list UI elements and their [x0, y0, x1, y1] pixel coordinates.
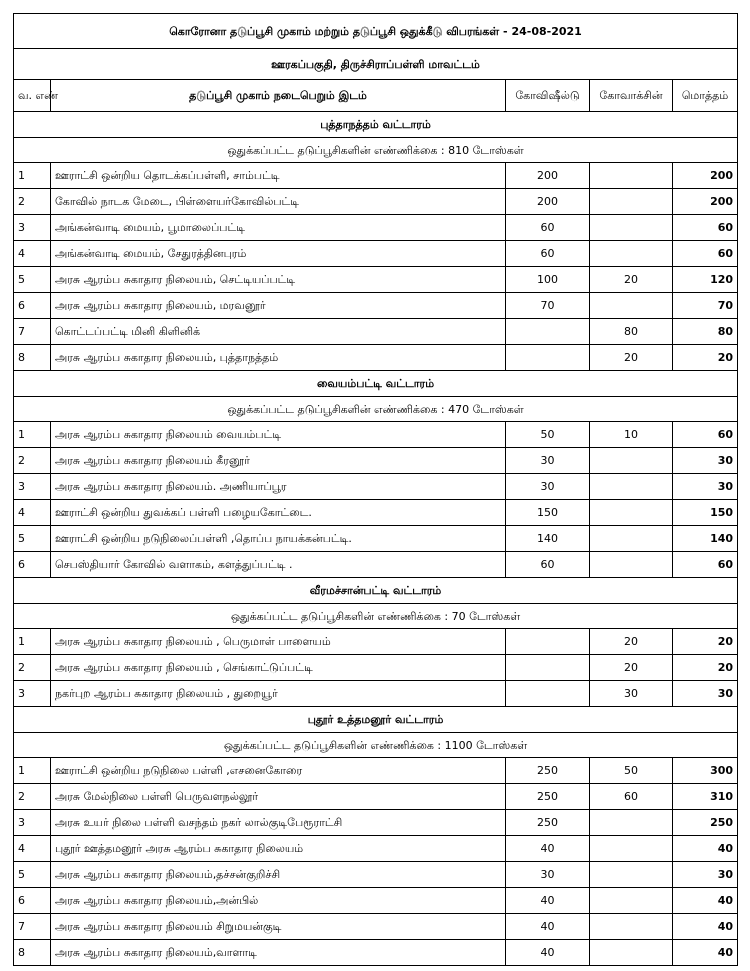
row-covaxin: 20 — [590, 345, 673, 371]
row-covishield: 250 — [506, 784, 590, 810]
row-total: 60 — [673, 215, 738, 241]
row-sno: 3 — [14, 215, 51, 241]
row-covaxin — [590, 836, 673, 862]
table-row — [14, 215, 738, 241]
row-covishield: 200 — [506, 189, 590, 215]
row-sno: 1 — [14, 422, 51, 448]
row-covishield: 30 — [506, 474, 590, 500]
table-row — [14, 267, 738, 293]
row-sno: 2 — [14, 189, 51, 215]
row-covishield: 50 — [506, 422, 590, 448]
row-covishield: 30 — [506, 862, 590, 888]
table-row — [14, 422, 738, 448]
row-place: அரசு ஆரம்ப சுகாதார நிலையம் கீரனூர் — [51, 448, 506, 474]
row-total: 200 — [673, 189, 738, 215]
row-covishield: 70 — [506, 293, 590, 319]
table-row — [14, 500, 738, 526]
row-covaxin — [590, 940, 673, 966]
allocation-text: ஒதுக்கப்பட்ட தடுப்பூசிகளின் எண்ணிக்கை : 470 டோஸ்கள் — [14, 397, 738, 422]
row-place: அரசு ஆரம்ப சுகாதார நிலையம். அணியாப்பூர — [51, 474, 506, 500]
row-sno: 2 — [14, 784, 51, 810]
row-place: கோவில் நாடக மேடை, பிள்ளையர்கோவில்பட்டி — [51, 189, 506, 215]
row-sno: 4 — [14, 836, 51, 862]
allocation-text: ஒதுக்கப்பட்ட தடுப்பூசிகளின் எண்ணிக்கை : 810 டோஸ்கள் — [14, 138, 738, 163]
row-covaxin: 10 — [590, 422, 673, 448]
row-total: 120 — [673, 267, 738, 293]
row-place: அரசு ஆரம்ப சுகாதார நிலையம், புத்தாநத்தம் — [51, 345, 506, 371]
row-covishield: 60 — [506, 215, 590, 241]
row-place: அரசு ஆரம்ப சுகாதார நிலையம் வையம்பட்டி — [51, 422, 506, 448]
row-covaxin — [590, 552, 673, 578]
row-place: ஊராட்சி ஒன்றிய தொடக்கப்பள்ளி, சாம்பட்டி — [51, 163, 506, 189]
row-place: அங்கன்வாடி மையம், பூமாலைப்பட்டி — [51, 215, 506, 241]
block-name: வையம்பட்டி வட்டாரம் — [14, 371, 738, 397]
allocation-text: ஒதுக்கப்பட்ட தடுப்பூசிகளின் எண்ணிக்கை : 1100 டோஸ்கள் — [14, 733, 738, 758]
row-total: 80 — [673, 319, 738, 345]
row-sno: 2 — [14, 448, 51, 474]
row-total: 30 — [673, 474, 738, 500]
row-sno: 7 — [14, 319, 51, 345]
row-total: 300 — [673, 758, 738, 784]
row-covaxin — [590, 888, 673, 914]
row-covishield: 40 — [506, 940, 590, 966]
row-covishield — [506, 319, 590, 345]
table-row — [14, 448, 738, 474]
table-row — [14, 758, 738, 784]
row-covishield: 200 — [506, 163, 590, 189]
allocation-row — [14, 733, 738, 758]
row-total: 20 — [673, 345, 738, 371]
row-place: நகர்புற ஆரம்ப சுகாதார நிலையம் , துறையூர் — [51, 681, 506, 707]
row-total: 40 — [673, 914, 738, 940]
row-place: ஊராட்சி ஒன்றிய நடுநிலை பள்ளி ,எசனைகோரை — [51, 758, 506, 784]
table-row — [14, 293, 738, 319]
row-sno: 4 — [14, 500, 51, 526]
table-row — [14, 189, 738, 215]
row-place: அரசு ஆரம்ப சுகாதார நிலையம்,தச்சன்குறிச்சி — [51, 862, 506, 888]
row-covaxin — [590, 500, 673, 526]
row-sno: 8 — [14, 940, 51, 966]
block-heading-row — [14, 112, 738, 138]
row-sno: 1 — [14, 629, 51, 655]
table-row — [14, 241, 738, 267]
allocation-row — [14, 397, 738, 422]
allocation-row — [14, 138, 738, 163]
table-row — [14, 888, 738, 914]
table-row — [14, 681, 738, 707]
allocation-text: ஒதுக்கப்பட்ட தடுப்பூசிகளின் எண்ணிக்கை : 70 டோஸ்கள் — [14, 604, 738, 629]
row-covaxin: 50 — [590, 758, 673, 784]
row-place: அரசு ஆரம்ப சுகாதார நிலையம், செட்டியப்பட்டி — [51, 267, 506, 293]
row-covaxin — [590, 474, 673, 500]
block-heading-row — [14, 707, 738, 733]
row-sno: 5 — [14, 862, 51, 888]
row-total: 60 — [673, 241, 738, 267]
table-row — [14, 526, 738, 552]
row-place: அரசு ஆரம்ப சுகாதார நிலையம்,வாளாடி — [51, 940, 506, 966]
header-sno: வ. எண் — [14, 80, 51, 112]
row-place: ஊராட்சி ஒன்றிய நடுநிலைப்பள்ளி ,தொப்ப நாயக்கன்பட்டி. — [51, 526, 506, 552]
row-total: 70 — [673, 293, 738, 319]
row-place: அரசு ஆரம்ப சுகாதார நிலையம் சிறுமயன்குடி — [51, 914, 506, 940]
row-covishield: 30 — [506, 448, 590, 474]
row-total: 30 — [673, 862, 738, 888]
row-total: 250 — [673, 810, 738, 836]
row-total: 30 — [673, 681, 738, 707]
block-name: புதூர் உத்தமனூர் வட்டாரம் — [14, 707, 738, 733]
row-covaxin — [590, 189, 673, 215]
row-covaxin: 20 — [590, 655, 673, 681]
row-place: அரசு ஆரம்ப சுகாதார நிலையம் , செங்காட்டுப்பட்டி — [51, 655, 506, 681]
row-sno: 3 — [14, 474, 51, 500]
table-row — [14, 914, 738, 940]
row-sno: 6 — [14, 888, 51, 914]
table-row — [14, 552, 738, 578]
row-covishield: 40 — [506, 914, 590, 940]
row-covishield: 140 — [506, 526, 590, 552]
row-sno: 1 — [14, 163, 51, 189]
table-row — [14, 163, 738, 189]
district-line: ஊரகப்பகுதி, திருச்சிராப்பள்ளி மாவட்டம் — [14, 49, 738, 80]
table-row — [14, 629, 738, 655]
row-sno: 5 — [14, 267, 51, 293]
row-covaxin — [590, 448, 673, 474]
row-total: 60 — [673, 422, 738, 448]
table-row — [14, 784, 738, 810]
header-covaxin: கோவாக்சின் — [590, 80, 673, 112]
row-place: கொட்டப்பட்டி மினி கிளினிக் — [51, 319, 506, 345]
block-name: வீரமச்சான்பட்டி வட்டாரம் — [14, 578, 738, 604]
row-place: அரசு மேல்நிலை பள்ளி பெருவளநல்லூர் — [51, 784, 506, 810]
row-covaxin — [590, 810, 673, 836]
row-covaxin: 60 — [590, 784, 673, 810]
table-row — [14, 319, 738, 345]
row-place: அரசு ஆரம்ப சுகாதார நிலையம், மரவனூர் — [51, 293, 506, 319]
row-sno: 7 — [14, 914, 51, 940]
row-covaxin — [590, 526, 673, 552]
header-total: மொத்தம் — [673, 80, 738, 112]
table-row — [14, 345, 738, 371]
row-covaxin — [590, 215, 673, 241]
row-sno: 4 — [14, 241, 51, 267]
row-sno: 1 — [14, 758, 51, 784]
vaccination-camp-table — [13, 13, 738, 966]
row-covishield: 40 — [506, 888, 590, 914]
row-place: புதூர் ஊத்தமனூர் அரசு ஆரம்ப சுகாதார நிலையம் — [51, 836, 506, 862]
row-sno: 8 — [14, 345, 51, 371]
row-covaxin: 30 — [590, 681, 673, 707]
row-total: 150 — [673, 500, 738, 526]
row-covishield: 150 — [506, 500, 590, 526]
row-sno: 2 — [14, 655, 51, 681]
row-sno: 3 — [14, 810, 51, 836]
document-title: கொரோனா தடுப்பூசி முகாம் மற்றும் தடுப்பூசி ஒதுக்கீடு விபரங்கள் - 24-08-2021 — [14, 14, 738, 49]
row-covishield — [506, 655, 590, 681]
table-row — [14, 474, 738, 500]
block-heading-row — [14, 578, 738, 604]
row-covaxin: 80 — [590, 319, 673, 345]
row-covishield: 250 — [506, 758, 590, 784]
row-total: 40 — [673, 940, 738, 966]
table-row — [14, 940, 738, 966]
row-covishield — [506, 629, 590, 655]
row-total: 310 — [673, 784, 738, 810]
allocation-row — [14, 604, 738, 629]
row-place: ஊராட்சி ஒன்றிய துவக்கப் பள்ளி பழையகோட்டை. — [51, 500, 506, 526]
row-total: 60 — [673, 552, 738, 578]
table-row — [14, 810, 738, 836]
row-covaxin — [590, 163, 673, 189]
row-total: 30 — [673, 448, 738, 474]
row-total: 20 — [673, 629, 738, 655]
row-covaxin — [590, 914, 673, 940]
row-covishield: 100 — [506, 267, 590, 293]
row-covishield: 40 — [506, 836, 590, 862]
header-place: தடுப்பூசி முகாம் நடைபெறும் இடம் — [51, 80, 506, 112]
row-total: 20 — [673, 655, 738, 681]
row-sno: 6 — [14, 293, 51, 319]
row-covaxin: 20 — [590, 267, 673, 293]
row-place: செபஸ்தியார் கோவில் வளாகம், களத்துப்பட்டி . — [51, 552, 506, 578]
block-name: புத்தாநத்தம் வட்டாரம் — [14, 112, 738, 138]
row-covishield — [506, 345, 590, 371]
header-covishield: கோவிஷீல்டு — [506, 80, 590, 112]
row-place: அங்கன்வாடி மையம், சேதுரத்தினபுரம் — [51, 241, 506, 267]
row-place: அரசு ஆரம்ப சுகாதார நிலையம் , பெருமாள் பாளையம் — [51, 629, 506, 655]
row-total: 140 — [673, 526, 738, 552]
row-covishield: 250 — [506, 810, 590, 836]
table-row — [14, 862, 738, 888]
row-total: 40 — [673, 836, 738, 862]
row-covishield: 60 — [506, 241, 590, 267]
row-sno: 6 — [14, 552, 51, 578]
row-place: அரசு ஆரம்ப சுகாதார நிலையம்,அன்பில் — [51, 888, 506, 914]
row-sno: 5 — [14, 526, 51, 552]
row-sno: 3 — [14, 681, 51, 707]
row-covishield — [506, 681, 590, 707]
table-row — [14, 655, 738, 681]
row-covaxin: 20 — [590, 629, 673, 655]
row-place: அரசு உயர் நிலை பள்ளி வசந்தம் நகர் லால்குடிபேரூராட்சி — [51, 810, 506, 836]
row-covishield: 60 — [506, 552, 590, 578]
row-covaxin — [590, 293, 673, 319]
row-covaxin — [590, 862, 673, 888]
row-total: 40 — [673, 888, 738, 914]
row-covaxin — [590, 241, 673, 267]
block-heading-row — [14, 371, 738, 397]
table-row — [14, 836, 738, 862]
column-header-row — [14, 80, 738, 112]
row-total: 200 — [673, 163, 738, 189]
